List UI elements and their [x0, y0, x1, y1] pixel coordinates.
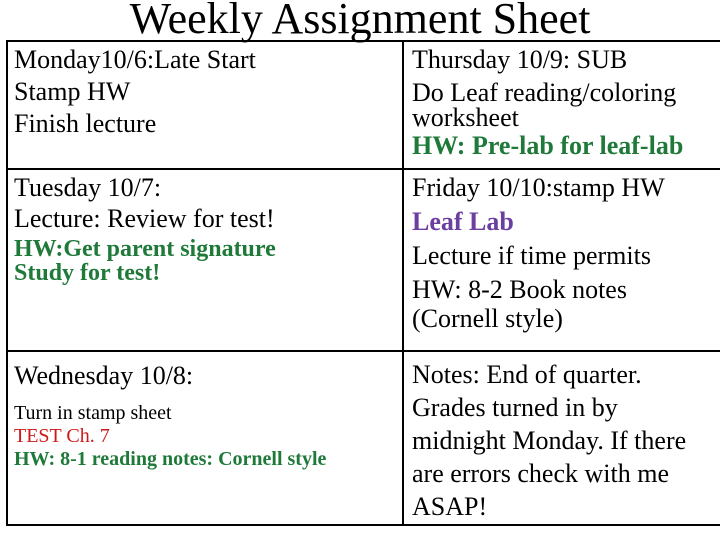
wednesday-hw: HW: 8-1 reading notes: Cornell style	[14, 448, 327, 470]
tuesday-study: Study for test!	[14, 260, 161, 286]
table-row	[7, 41, 720, 169]
wednesday-test: TEST Ch. 7	[14, 425, 110, 447]
wednesday-heading: Wednesday 10/8:	[14, 361, 194, 390]
notes-line: are errors check with me	[412, 459, 669, 488]
tuesday-heading: Tuesday 10/7:	[14, 173, 162, 202]
notes-line: Notes: End of quarter.	[412, 360, 642, 389]
page-title: Weekly Assignment Sheet	[129, 0, 591, 43]
table-row	[7, 169, 720, 351]
notes-line: ASAP!	[412, 492, 488, 521]
wednesday-line: Turn in stamp sheet	[14, 402, 172, 424]
notes-line: Grades turned in by	[412, 393, 618, 422]
wednesday-cell	[7, 351, 403, 525]
thursday-line: worksheet	[412, 103, 519, 132]
table-row	[7, 351, 720, 525]
notes-line: midnight Monday. If there	[412, 426, 687, 455]
tuesday-hw: HW:Get parent signature	[14, 236, 276, 262]
friday-lecture: Lecture if time permits	[412, 241, 651, 270]
friday-cell	[403, 169, 720, 351]
friday-lab: Leaf Lab	[412, 207, 514, 236]
tuesday-lecture: Lecture: Review for test!	[14, 204, 275, 233]
thursday-heading: Thursday 10/9: SUB	[412, 45, 628, 74]
thursday-line: Do Leaf reading/coloring	[412, 78, 677, 107]
friday-heading: Friday 10/10:stamp HW	[412, 173, 665, 202]
monday-line: Stamp HW	[14, 77, 131, 106]
friday-hw: HW: 8-2 Book notes	[412, 275, 627, 304]
assignment-table	[6, 40, 720, 526]
monday-line: Finish lecture	[14, 109, 157, 138]
monday-cell	[7, 41, 403, 169]
friday-hw-style: (Cornell style)	[412, 304, 563, 333]
thursday-cell	[403, 41, 720, 169]
monday-heading: Monday10/6:Late Start	[14, 45, 256, 74]
notes-cell	[403, 351, 720, 525]
tuesday-cell	[7, 169, 403, 351]
thursday-hw: HW: Pre-lab for leaf-lab	[412, 131, 684, 160]
